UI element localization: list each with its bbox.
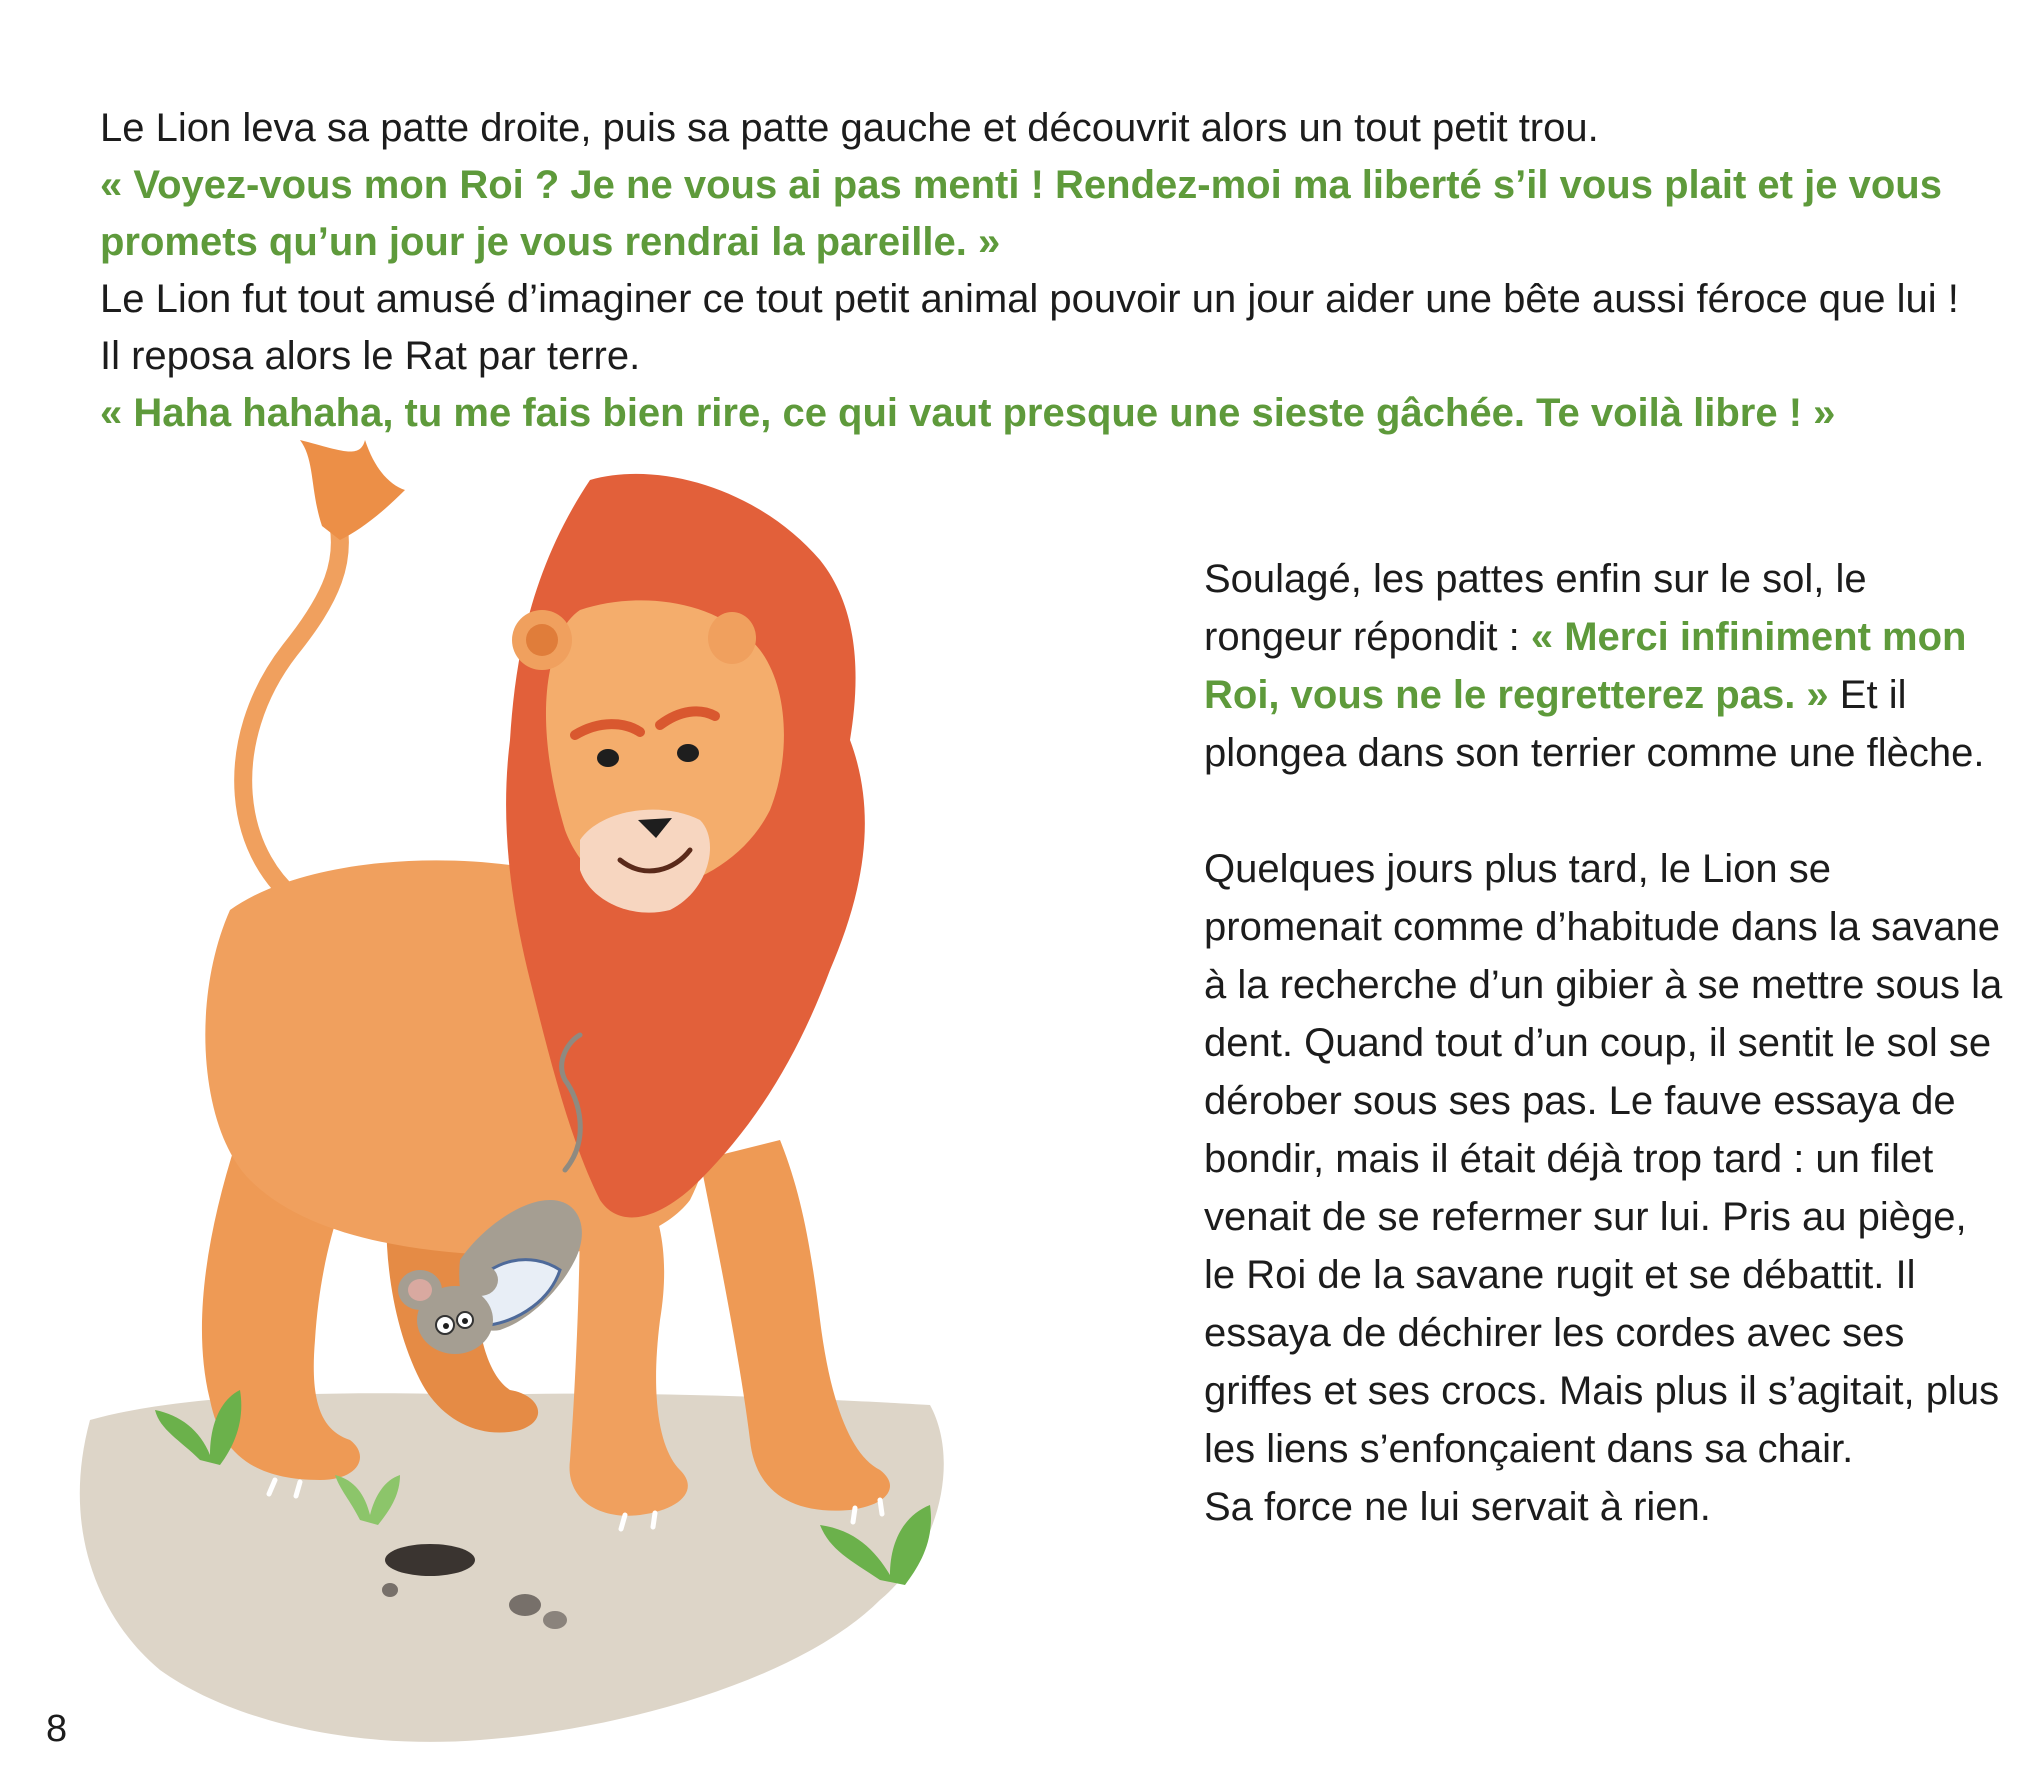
- narration-line: Le Lion leva sa patte droite, puis sa patte gauche et découvrit alors un tout petit trou.: [100, 106, 1599, 150]
- lion-tail-tuft: [300, 440, 405, 540]
- narration-text: Soulagé, les pattes enfin sur le sol, le rongeur répondit :: [1204, 557, 1867, 659]
- story-top-block: [100, 100, 1980, 442]
- page-number: 8: [46, 1708, 68, 1750]
- narration-line: Le Lion fut tout amusé d’imaginer ce tout petit animal pouvoir un jour aider une bête aussi féroce que lui ! Il reposa alors le Rat par terre.: [100, 277, 1959, 378]
- lion-eye: [677, 744, 699, 762]
- rat-ear-inner: [408, 1279, 432, 1301]
- narration-text: Sa force ne lui servait à rien.: [1204, 1485, 1711, 1529]
- pebble: [509, 1594, 541, 1616]
- rat-pupil: [462, 1318, 468, 1324]
- narration-text: Quelques jours plus tard, le Lion se promenait comme d’habitude dans la savane à la recherche d’un gibier à se mettre sous la dent. Quand tout d’un coup, il sentit le sol se dérober sous ses pas. Le fauve essaya de bondir, mais il était déjà trop tard : un filet venait de se refermer sur lui. Pris au piège, le Roi de la savane rugit et se débattit. Il essaya de déchirer les cordes avec ses griffes et ses crocs. Mais plus il s’agitait, plus les liens s’enfonçaient dans sa chair.: [1204, 847, 2003, 1471]
- pebble: [543, 1611, 567, 1629]
- lion-ear: [708, 612, 756, 664]
- rat-ear: [462, 1264, 498, 1296]
- rat-hole: [385, 1544, 475, 1576]
- pebble: [382, 1583, 398, 1597]
- paragraph-trap: [1204, 840, 2004, 1536]
- lion-quote: « Haha hahaha, tu me fais bien rire, ce qui vaut presque une sieste gâchée. Te voilà libre ! »: [100, 391, 1836, 435]
- story-right-block: [1204, 550, 2004, 1536]
- lion-and-rat-illustration: [60, 440, 1190, 1770]
- rat-pupil: [443, 1323, 449, 1329]
- rat-quote: « Voyez-vous mon Roi ? Je ne vous ai pas menti ! Rendez-moi ma liberté s’il vous plait et je vous promets qu’un jour je vous rendrai la pareille. »: [100, 163, 1942, 264]
- lion-front-leg: [570, 1200, 688, 1516]
- lion-ear-inner: [526, 624, 558, 656]
- rat-thanks-quote: « Merci infiniment mon Roi, vous ne le regretterez pas. »: [1204, 615, 1967, 717]
- paragraph-relief: [1204, 550, 2004, 782]
- narration-text: Et il plongea dans son terrier comme une flèche.: [1204, 673, 1985, 775]
- lion-eye: [597, 749, 619, 767]
- lion-tail: [243, 510, 340, 910]
